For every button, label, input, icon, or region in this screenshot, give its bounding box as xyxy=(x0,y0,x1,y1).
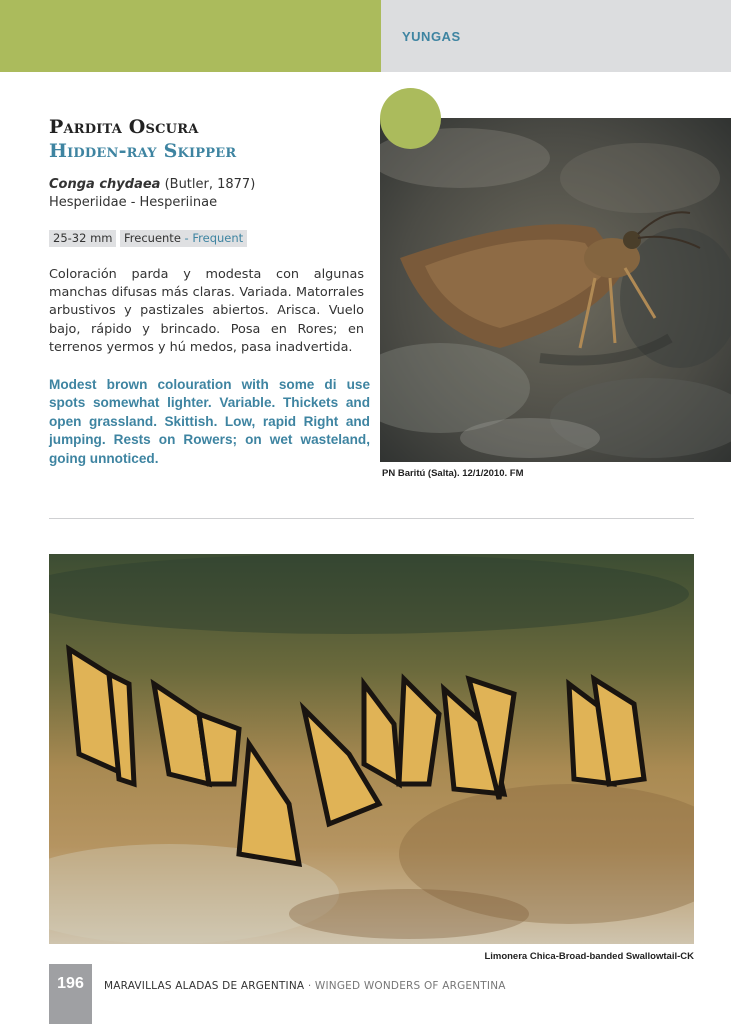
photo-caption-skipper: PN Baritú (Salta). 12/1/2010. FM xyxy=(382,468,524,479)
photo-caption-swallowtail: Limonera Chica-Broad-banded Swallowtail-CK xyxy=(484,951,694,962)
frequency-spanish: Frecuente xyxy=(124,231,181,245)
book-title-spanish: MARAVILLAS ALADAS DE ARGENTINA xyxy=(104,980,305,992)
description-english: Modest brown colouration with some di use spots somewhat lighter. Variable. Thickets and open grassland. Skittish. Low, rapid Right and jumping. Rests on Rowers; on wet wasteland, going unnoticed. xyxy=(49,377,370,466)
page-number: 196 xyxy=(57,975,84,992)
swallowtail-photo xyxy=(49,554,694,944)
species-name-english: Hidden-ray Skipper xyxy=(49,140,237,162)
footer-separator: · xyxy=(304,980,315,992)
size-badge: 25-32 mm xyxy=(49,230,116,247)
book-title-english: WINGED WONDERS OF ARGENTINA xyxy=(314,980,506,992)
accent-circle xyxy=(380,88,441,149)
species-name-spanish: Pardita Oscura xyxy=(49,116,199,138)
frequency-english: Frequent xyxy=(192,231,244,245)
family-name: Hesperiidae - Hesperiinae xyxy=(49,195,218,210)
frequency-badge xyxy=(120,230,247,247)
footer-book-title xyxy=(104,980,506,992)
scientific-name xyxy=(49,177,255,192)
genus-species: Conga chydaea xyxy=(49,177,161,192)
page-number-box xyxy=(49,964,92,1024)
authority: (Butler, 1877) xyxy=(164,177,256,192)
frequency-separator: - xyxy=(180,231,193,245)
skipper-photo xyxy=(380,118,731,462)
section-title: YUNGAS xyxy=(402,29,461,44)
description-spanish: Coloración parda y modesta con algunas manchas difusas más claras. Variada. Matorrales arbustivos y pastizales abiertos. Arisca. Vuelo bajo, rápido y brincado. Posa en Rores; en terrenos yermos y hú medos, pasa inadvertida. xyxy=(49,267,364,355)
header-green-band xyxy=(0,0,381,72)
section-divider xyxy=(49,518,694,519)
